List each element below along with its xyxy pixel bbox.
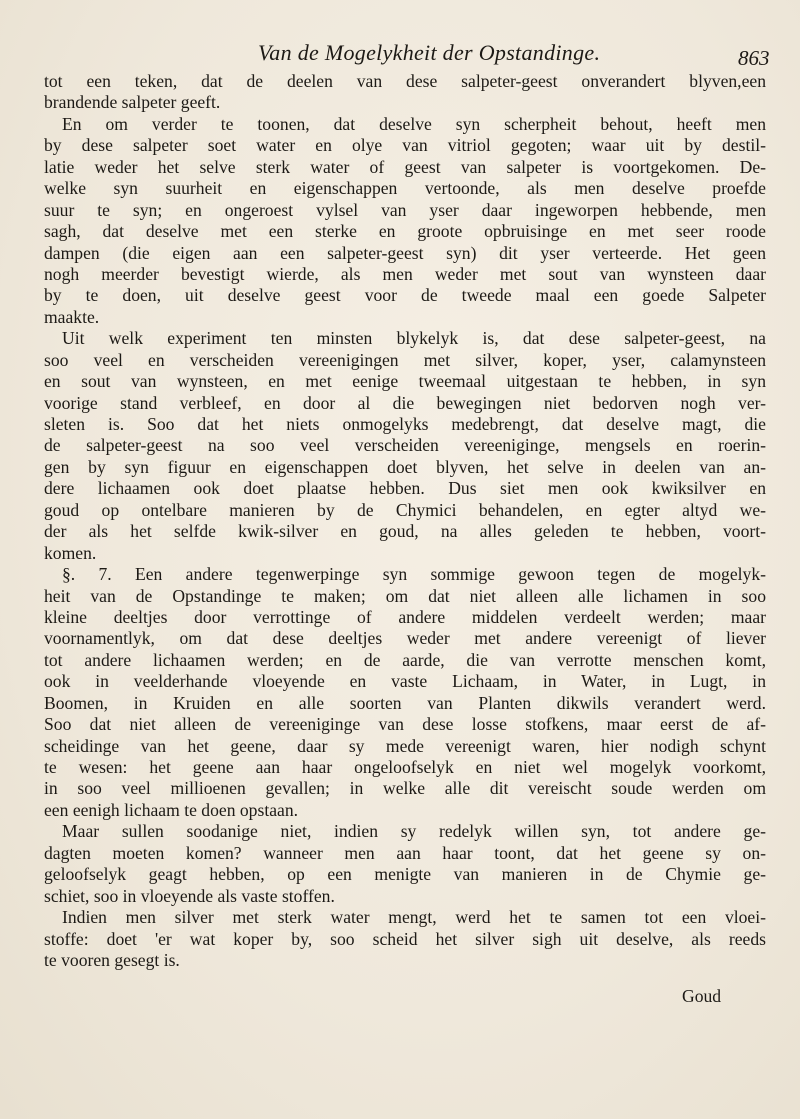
text-line: geloofselyk geagt hebben, op een menigte van manieren in de Chymie ge- xyxy=(44,864,766,885)
text-line: dampen (die eigen aan een salpeter-geest syn) dit yser verteerde. Het geen xyxy=(44,242,766,263)
text-line: Indien men silver met sterk water mengt, werd het te samen tot een vloei- xyxy=(62,907,766,928)
body-text xyxy=(44,71,766,971)
catchword: Goud xyxy=(682,986,722,1006)
text-line: nogh meerder bevestigt wierde, als men weder met sout van wynsteen daar xyxy=(44,263,766,284)
text-line: Maar sullen soodanige niet, indien sy redelyk willen syn, tot andere ge- xyxy=(62,821,766,842)
page-header xyxy=(0,40,800,74)
text-line: tot andere lichaamen werden; en de aarde, die van verrotte menschen komt, xyxy=(44,649,766,670)
text-line: En om verder te toonen, dat deselve syn scherpheit behout, heeft men xyxy=(62,113,766,134)
text-line: scheidinge van het geene, daar sy mede vereenigt waren, hier nodigh schynt xyxy=(44,735,766,756)
text-line: sagh, dat deselve met een sterke en groote opbruisinge en met seer roode xyxy=(44,221,766,242)
text-line: komen. xyxy=(44,542,97,563)
paragraph xyxy=(44,564,766,821)
text-line: goud op ontelbare manieren by de Chymici behandelen, en egter altyd we- xyxy=(44,499,766,520)
paragraph xyxy=(44,71,766,114)
text-line: gen by syn figuur en eigenschappen doet blyven, het selve in deelen van an- xyxy=(44,456,766,477)
text-line: kleine deeltjes door verrottinge of andere middelen verdeelt werden; maar xyxy=(44,606,766,627)
text-line: dere lichaamen ook doet plaatse hebben. Dus siet men ook kwiksilver en xyxy=(44,478,766,499)
text-line: suur te syn; en ongeroest vylsel van yser daar ingeworpen hebbende, men xyxy=(44,199,766,220)
text-line: de salpeter-geest na soo veel verscheiden vereeniginge, mengsels en roerin- xyxy=(44,435,766,456)
text-line: te vooren gesegt is. xyxy=(44,949,180,970)
text-line: der als het selfde kwik-silver en goud, na alles geleden te hebben, voort- xyxy=(44,521,766,542)
running-title: Van de Mogelykheit der Opstandinge. xyxy=(258,40,601,65)
text-line: in soo veel millioenen gevallen; in welke alle dit vereischt soude werden om xyxy=(44,778,766,799)
text-line: sleten is. Soo dat het niets onmogelyks medebrengt, dat deselve magt, die xyxy=(44,414,766,434)
text-line: en sout van wynsteen, en met eenige tweemaal uitgestaan te hebben, in syn xyxy=(44,371,766,392)
text-line: soo veel en verscheiden vereenigingen met silver, koper, yser, calamynsteen xyxy=(44,349,766,370)
text-line: stoffe: doet 'er wat koper by, soo scheid het silver sigh uit deselve, als reeds xyxy=(44,928,766,949)
paragraph xyxy=(44,114,766,328)
text-line: een eenigh lichaam te doen opstaan. xyxy=(44,799,299,820)
text-line: latie weder het selve sterk water of geest van salpeter is voortgekomen. De- xyxy=(44,156,766,177)
text-line: schiet, soo in vloeyende als vaste stoffen. xyxy=(44,885,335,906)
text-line: maakte. xyxy=(44,306,100,327)
paragraph xyxy=(44,328,766,564)
text-line: welke syn suurheit en eigenschappen vertoonde, als men deselve proefde xyxy=(44,178,766,199)
text-line: by dese salpeter soet water en olye van vitriol gegoten; waar uit by destil- xyxy=(44,135,766,156)
text-line: voorige stand verbleef, en door al die bewegingen niet bedorven nogh ver- xyxy=(44,392,766,413)
text-line: Uit welk experiment ten minsten blykelyk is, dat dese salpeter-geest, na xyxy=(62,328,766,349)
text-line: dagten moeten komen? wanneer men aan haar toont, dat het geene sy on- xyxy=(44,842,766,863)
paragraph xyxy=(44,907,766,971)
text-line: heit van de Opstandinge te maken; om dat niet alleen alle lichamen in soo xyxy=(44,585,766,606)
paragraph xyxy=(44,821,766,907)
text-line: by te doen, uit deselve geest voor de tweede maal een goede Salpeter xyxy=(44,285,766,306)
text-line: te wesen: het geene aan haar ongeloofselyk en niet wel mogelyk voorkomt, xyxy=(44,757,766,777)
text-line: voornamentlyk, om dat dese deeltjes weder met andere vereenigt of liever xyxy=(44,628,766,649)
text-line: ook in veelderhande vloeyende en vaste Lichaam, in Water, in Lugt, in xyxy=(44,671,766,692)
text-line: brandende salpeter geeft. xyxy=(44,92,221,113)
text-line: Boomen, in Kruiden en alle soorten van Planten dikwils verandert werd. xyxy=(44,692,766,713)
text-line: §. 7. Een andere tegenwerpinge syn sommige gewoon tegen de mogelyk- xyxy=(62,564,766,585)
text-line: Soo dat niet alleen de vereeniginge van dese losse stofkens, maar eerst de af- xyxy=(44,714,766,735)
text-line: tot een teken, dat de deelen van dese salpeter-geest onverandert blyven,een xyxy=(44,71,766,91)
page-number: 863 xyxy=(738,46,770,70)
